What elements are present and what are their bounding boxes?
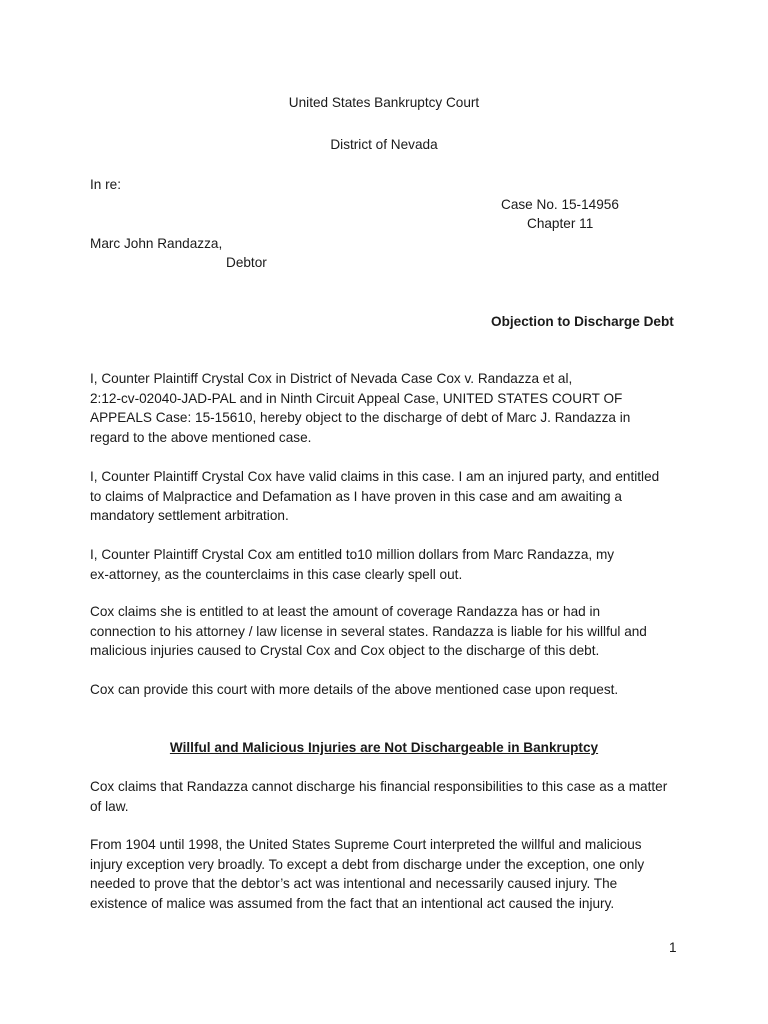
debtor-label: Debtor: [226, 255, 267, 270]
paragraph-line: ex-attorney, as the counterclaims in this case clearly spell out.: [90, 566, 463, 582]
in-re-label: In re:: [90, 177, 121, 192]
paragraph-line: I, Counter Plaintiff Crystal Cox have valid claims in this case. I am an injured party, and entitled: [90, 469, 660, 484]
paragraph-line: Cox claims she is entitled to at least the amount of coverage Randazza has or had in: [90, 604, 601, 619]
paragraph-4: [90, 602, 690, 661]
paragraph-2: [90, 467, 690, 526]
case-number: Case No. 15-14956: [501, 197, 619, 212]
paragraph-line: I, Counter Plaintiff Crystal Cox in District of Nevada Case Cox v. Randazza et al,: [90, 371, 573, 386]
paragraph-line: I, Counter Plaintiff Crystal Cox am entitled to10 million dollars from Marc Randazza, my: [90, 547, 615, 562]
paragraph-line: of law.: [90, 798, 129, 814]
paragraph-line: malicious injuries caused to Crystal Cox and Cox object to the discharge of this debt.: [90, 643, 600, 658]
paragraph-line: Cox claims that Randazza cannot discharge his financial responsibilities to this case as a matter: [90, 779, 668, 794]
court-name: United States Bankruptcy Court: [288, 95, 480, 110]
paragraph-1: [90, 369, 690, 447]
section-paragraph-1: [90, 777, 690, 816]
paragraph-line: Cox can provide this court with more details of the above mentioned case upon request.: [90, 682, 619, 697]
document-title: Objection to Discharge Debt: [491, 314, 674, 329]
paragraph-line: connection to his attorney / law license in several states. Randazza is liable for his willful and: [90, 623, 647, 639]
paragraph-line: APPEALS Case: 15-15610, hereby object to the discharge of debt of Marc J. Randazza in: [90, 410, 631, 425]
paragraph-line: injury exception very broadly. To except a debt from discharge under the exception, one only: [90, 856, 645, 872]
paragraph-line: to claims of Malpractice and Defamation as I have proven in this case and am awaiting a: [90, 488, 622, 504]
paragraph-line: mandatory settlement arbitration.: [90, 508, 289, 523]
paragraph-5: [90, 680, 690, 700]
paragraph-line: existence of malice was assumed from the fact that an intentional act caused the injury.: [90, 895, 615, 911]
section-heading: Willful and Malicious Injuries are Not Dischargeable in Bankruptcy: [169, 740, 599, 755]
paragraph-3: [90, 545, 690, 584]
chapter-number: Chapter 11: [527, 216, 594, 231]
district-name: District of Nevada: [330, 137, 438, 152]
paragraph-line: needed to prove that the debtor’s act was intentional and necessarily caused injury. The: [90, 876, 618, 891]
section-paragraph-2: [90, 835, 690, 913]
page-number: 1: [669, 940, 677, 955]
paragraph-line: regard to the above mentioned case.: [90, 429, 312, 445]
debtor-name: Marc John Randazza,: [90, 236, 223, 251]
paragraph-line: 2:12-cv-02040-JAD-PAL and in Ninth Circuit Appeal Case, UNITED STATES COURT OF: [90, 390, 623, 406]
paragraph-line: From 1904 until 1998, the United States Supreme Court interpreted the willful and malicious: [90, 837, 642, 852]
